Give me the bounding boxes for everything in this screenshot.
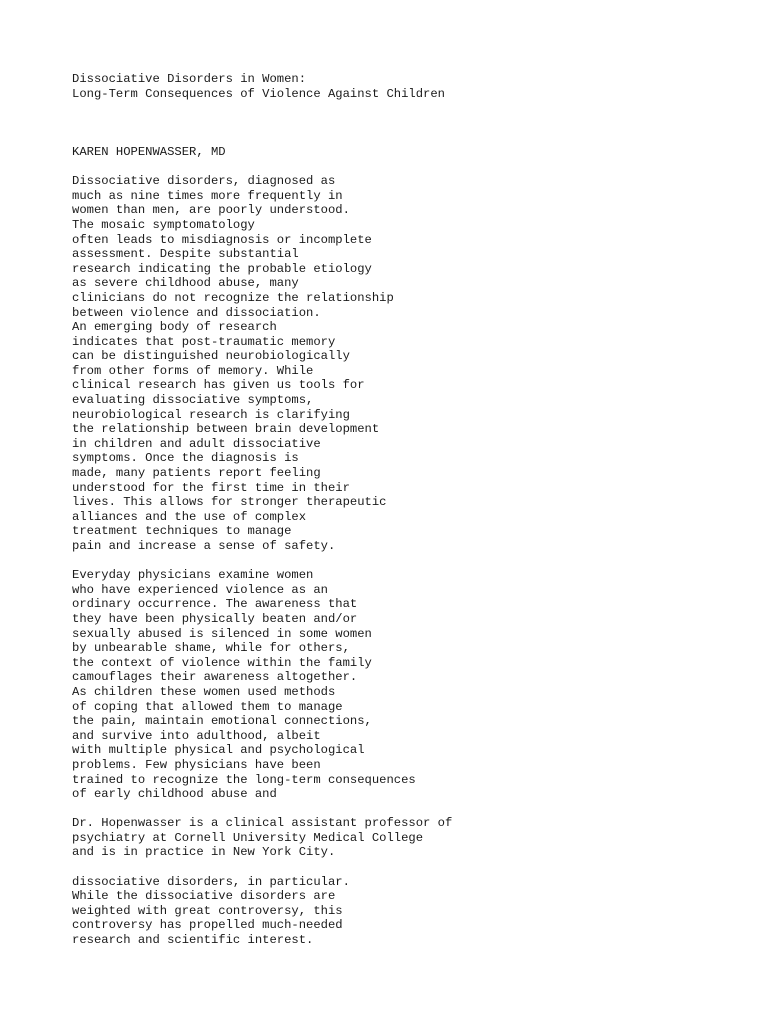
text-line: lives. This allows for stronger therapeutic [72, 495, 387, 510]
text-line: clinical research has given us tools for [72, 378, 365, 393]
text-line: women than men, are poorly understood. [72, 203, 350, 218]
text-line: controversy has propelled much-needed [72, 918, 343, 933]
text-line: clinicians do not recognize the relationship [72, 290, 394, 305]
text-line: As children these women used methods [72, 684, 336, 699]
document-page [72, 72, 732, 948]
text-line: with multiple physical and psychological [72, 743, 365, 758]
author-affiliation-note [72, 816, 732, 860]
paragraph-2 [72, 568, 732, 802]
text-line: camouflages their awareness altogether. [72, 670, 358, 685]
text-line: the pain, maintain emotional connections, [72, 714, 372, 729]
text-line: who have experienced violence as an [72, 582, 328, 597]
text-line: indicates that post-traumatic memory [72, 334, 336, 349]
text-line: and survive into adulthood, albeit [72, 728, 321, 743]
text-line: alliances and the use of complex [72, 509, 307, 524]
text-line: weighted with great controversy, this [72, 903, 343, 918]
text-line: as severe childhood abuse, many [72, 276, 299, 291]
text-line: psychiatry at Cornell University Medical College [72, 830, 424, 845]
text-line: ordinary occurrence. The awareness that [72, 597, 358, 612]
text-line: dissociative disorders, in particular. [72, 874, 350, 889]
text-line: and is in practice in New York City. [72, 845, 336, 860]
text-line: often leads to misdiagnosis or incomplete [72, 232, 372, 247]
text-line: in children and adult dissociative [72, 436, 321, 451]
title-line-2: Long-Term Consequences of Violence Against Children [72, 86, 445, 101]
paragraph-3 [72, 875, 732, 948]
text-line: can be distinguished neurobiologically [72, 349, 350, 364]
text-line: neurobiological research is clarifying [72, 407, 350, 422]
text-line: Dissociative disorders, diagnosed as [72, 174, 336, 189]
text-line: trained to recognize the long-term consequences [72, 772, 416, 787]
text-line: from other forms of memory. While [72, 363, 314, 378]
text-line: Everyday physicians examine women [72, 568, 314, 583]
text-line: made, many patients report feeling [72, 466, 321, 481]
text-line: Dr. Hopenwasser is a clinical assistant professor of [72, 816, 453, 831]
author-name: KAREN HOPENWASSER, MD [72, 144, 226, 159]
text-line: research and scientific interest. [72, 933, 314, 948]
text-line: While the dissociative disorders are [72, 889, 336, 904]
text-line: problems. Few physicians have been [72, 757, 321, 772]
text-line: much as nine times more frequently in [72, 188, 343, 203]
text-line: of coping that allowed them to manage [72, 699, 343, 714]
text-line: pain and increase a sense of safety. [72, 539, 336, 553]
text-line: the context of violence within the family [72, 655, 372, 670]
text-line: symptoms. Once the diagnosis is [72, 451, 299, 466]
text-line: the relationship between brain development [72, 422, 380, 437]
text-line: by unbearable shame, while for others, [72, 641, 350, 656]
text-line: assessment. Despite substantial [72, 247, 299, 262]
text-line: The mosaic symptomatology [72, 217, 255, 232]
text-line: An emerging body of research [72, 320, 277, 335]
text-line: sexually abused is silenced in some women [72, 626, 372, 641]
text-line: they have been physically beaten and/or [72, 611, 358, 626]
title-line-1: Dissociative Disorders in Women: [72, 72, 307, 86]
text-line: of early childhood abuse and [72, 787, 277, 802]
paragraph-1 [72, 174, 732, 553]
text-line: understood for the first time in their [72, 480, 350, 495]
text-line: evaluating dissociative symptoms, [72, 393, 314, 408]
text-line: treatment techniques to manage [72, 524, 292, 539]
text-line: between violence and dissociation. [72, 305, 321, 320]
text-line: research indicating the probable etiology [72, 261, 372, 276]
